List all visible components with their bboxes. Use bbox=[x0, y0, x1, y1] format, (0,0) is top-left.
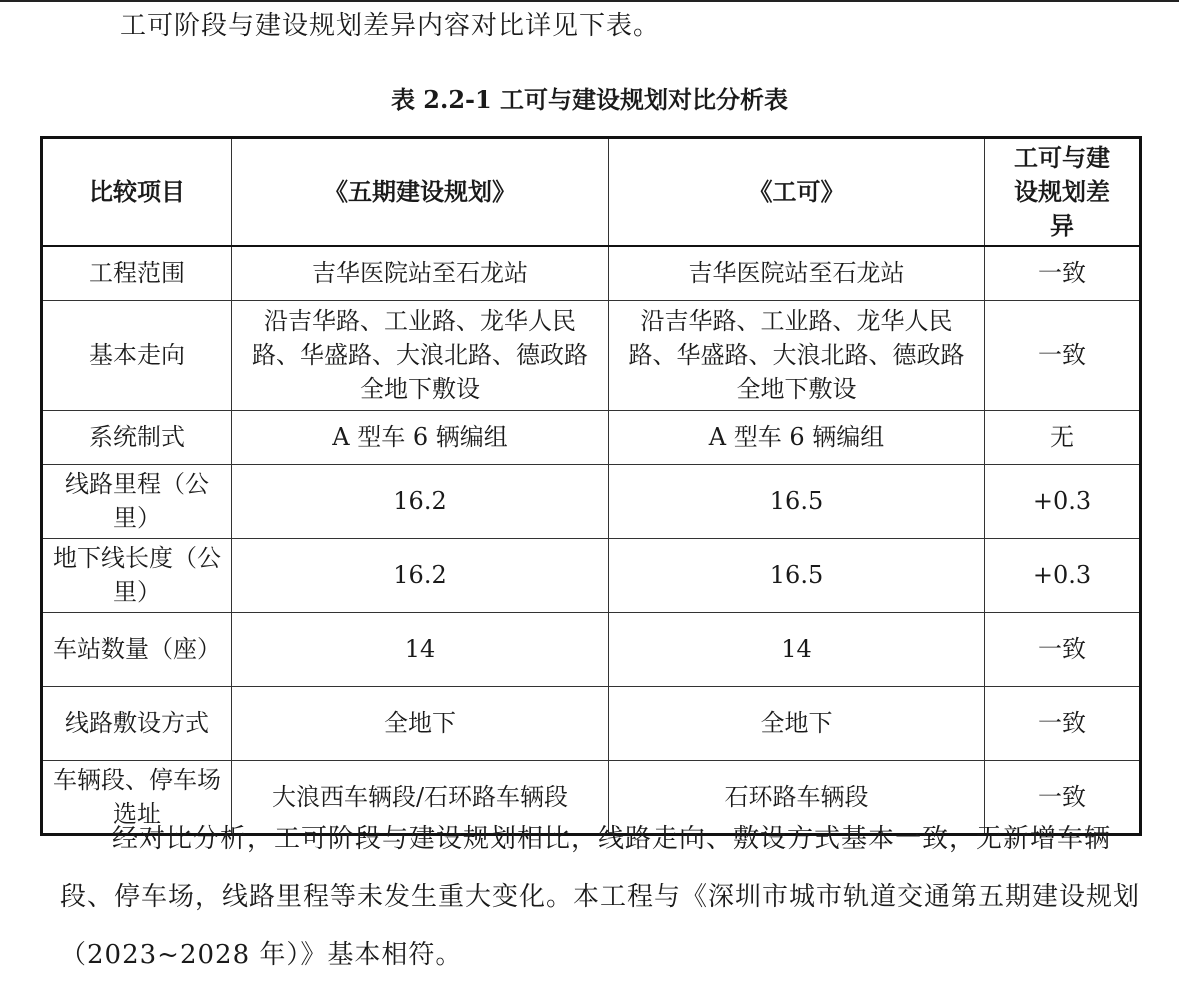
table-cell: 吉华医院站至石龙站 bbox=[609, 246, 985, 300]
header-cell: 《工可》 bbox=[609, 138, 985, 247]
table-cell: 16.5 bbox=[609, 538, 985, 612]
table-cell: 16.2 bbox=[232, 464, 609, 538]
table-cell: 一致 bbox=[985, 300, 1141, 410]
table-cell: 14 bbox=[232, 612, 609, 686]
table-header-row bbox=[42, 138, 1141, 247]
table-cell: 一致 bbox=[985, 612, 1141, 686]
conclusion-paragraph bbox=[60, 810, 1140, 984]
table-cell: 16.2 bbox=[232, 538, 609, 612]
top-rule bbox=[0, 0, 1179, 2]
table-cell: 工程范围 bbox=[42, 246, 232, 300]
table-cell: 车站数量（座） bbox=[42, 612, 232, 686]
table-cell: 吉华医院站至石龙站 bbox=[232, 246, 609, 300]
table-cell: 一致 bbox=[985, 760, 1141, 834]
table-cell: 大浪西车辆段/石环路车辆段 bbox=[232, 760, 609, 834]
table-cell: 地下线长度（公里） bbox=[42, 538, 232, 612]
header-cell: 工可与建设规划差异 bbox=[985, 138, 1141, 247]
table-cell: 无 bbox=[985, 410, 1141, 464]
table-cell: 石环路车辆段 bbox=[609, 760, 985, 834]
table-row bbox=[42, 246, 1141, 300]
table-cell: A 型车 6 辆编组 bbox=[609, 410, 985, 464]
header-cell: 比较项目 bbox=[42, 138, 232, 247]
table-row bbox=[42, 464, 1141, 538]
table-row bbox=[42, 300, 1141, 410]
table-cell: 沿吉华路、工业路、龙华人民路、华盛路、大浪北路、德政路全地下敷设 bbox=[232, 300, 609, 410]
table-cell: A 型车 6 辆编组 bbox=[232, 410, 609, 464]
table-row bbox=[42, 612, 1141, 686]
table-cell: +0.3 bbox=[985, 464, 1141, 538]
header-cell: 《五期建设规划》 bbox=[232, 138, 609, 247]
table-row bbox=[42, 686, 1141, 760]
table-cell: 全地下 bbox=[609, 686, 985, 760]
table-row bbox=[42, 538, 1141, 612]
comparison-table bbox=[40, 136, 1142, 836]
table-cell: 线路里程（公里） bbox=[42, 464, 232, 538]
table-cell: 基本走向 bbox=[42, 300, 232, 410]
table-cell: 一致 bbox=[985, 686, 1141, 760]
table-cell: 14 bbox=[609, 612, 985, 686]
table-cell: 车辆段、停车场选址 bbox=[42, 760, 232, 834]
table-cell: 16.5 bbox=[609, 464, 985, 538]
conclusion-text: 经对比分析，工可阶段与建设规划相比，线路走向、敷设方式基本一致，无新增车辆段、停车场，线路里程等未发生重大变化。本工程与《深圳市城市轨道交通第五期建设规划（2023~2028 年）》基本相符。 bbox=[60, 824, 1141, 970]
table-cell: 线路敷设方式 bbox=[42, 686, 232, 760]
table-caption: 表 2.2-1 工可与建设规划对比分析表 bbox=[390, 85, 789, 114]
table-cell: +0.3 bbox=[985, 538, 1141, 612]
table-cell: 全地下 bbox=[232, 686, 609, 760]
table-cell: 系统制式 bbox=[42, 410, 232, 464]
table-cell: 一致 bbox=[985, 246, 1141, 300]
table-row bbox=[42, 410, 1141, 464]
intro-text: 工可阶段与建设规划差异内容对比详见下表。 bbox=[120, 11, 661, 41]
table-cell: 沿吉华路、工业路、龙华人民路、华盛路、大浪北路、德政路全地下敷设 bbox=[609, 300, 985, 410]
